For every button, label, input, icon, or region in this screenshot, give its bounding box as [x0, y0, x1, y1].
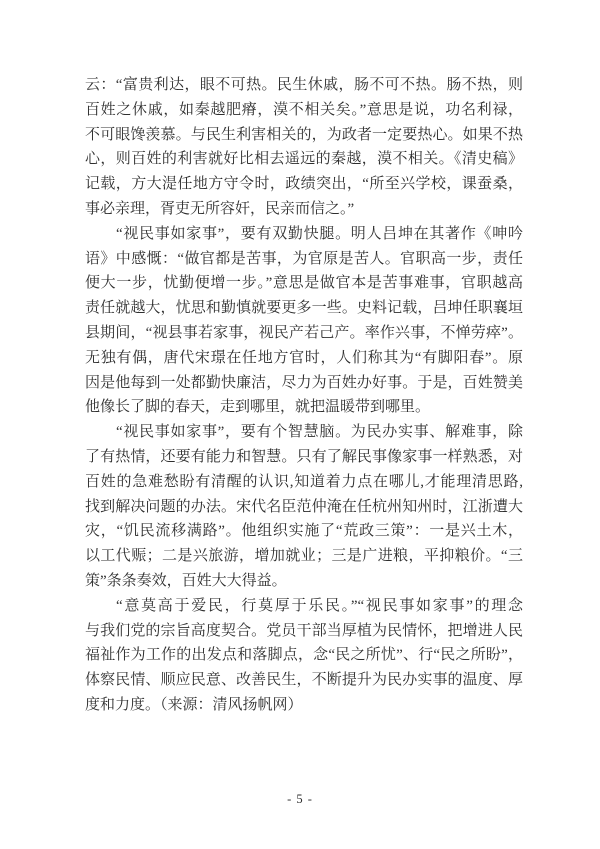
text-line: 福祉作为工作的出发点和落脚点，念“民之所忧”、行“民之所盼”， — [85, 647, 523, 664]
text-line: 因是他每到一处都勤快廉洁，尽力为百姓办好事。于是，百姓赞美 — [85, 374, 523, 391]
text-line: 找到解决问题的办法。宋代名臣范仲淹在任杭州知州时，江浙遭大 — [85, 498, 523, 515]
text-line: 云：“富贵利达，眼不可热。民生休戚，肠不可不热。肠不热，则 — [85, 77, 523, 93]
paragraph — [85, 594, 523, 718]
text-line: “视民事如家事”，要有双勤快腿。明人吕坤在其著作《呻吟 — [116, 225, 523, 242]
text-line: 无独有偶，唐代宋璟在任地方官时，人们称其为“有脚阳春”。原 — [85, 349, 523, 366]
text-line: 他像长了脚的春天，走到哪里，就把温暖带到哪里。 — [85, 399, 431, 416]
text-line: “意莫高于爱民，行莫厚于乐民。”“视民事如家事”的理念 — [116, 597, 523, 614]
text-line: 度和力度。（来源：清风扬帆网） — [85, 696, 303, 713]
text-line: 语》中感慨：“做官都是苦事，为官原是苦人。官职高一步，责任 — [85, 250, 523, 267]
paragraph — [85, 222, 523, 420]
text-line: “视民事如家事”，要有个智慧脑。为民办实事、解难事，除 — [116, 424, 523, 441]
text-line: 体察民情、顺应民意、改善民生，不断提升为民办实事的温度、厚 — [85, 672, 523, 689]
paragraph — [85, 420, 523, 594]
body-text — [85, 73, 523, 718]
text-line: 以工代赈；二是兴旅游，增加就业；三是广进粮，平抑粮价。“三 — [85, 548, 523, 565]
text-line: 心，则百姓的利害就好比相去遥远的秦越，漠不相关。《清史稿》 — [85, 151, 523, 168]
text-line: 不可眼馋羡慕。与民生利害相关的，为政者一定要热心。如果不热 — [85, 126, 523, 143]
text-line: 灾，“饥民流移满路”。他组织实施了“荒政三策”：一是兴土木， — [85, 523, 523, 540]
page-number: - 5 - — [287, 792, 313, 806]
text-line: 百姓之休戚，如秦越肥瘠，漠不相关矣。”意思是说，功名利禄， — [85, 101, 523, 118]
text-line: 记载，方大湜任地方守令时，政绩突出，“所至兴学校，课蚕桑， — [85, 176, 523, 193]
paragraph — [85, 73, 523, 222]
text-line: 百姓的急难愁盼有清醒的认识,知道着力点在哪儿,才能理清思路, — [85, 473, 523, 490]
text-line: 与我们党的宗旨高度契合。党员干部当厚植为民情怀，把增进人民 — [85, 622, 523, 639]
text-line: 了有热情，还要有能力和智慧。只有了解民事像家事一样熟悉，对 — [85, 448, 523, 465]
text-line: 事必亲理，胥吏无所容奸，民亲而信之。” — [85, 200, 355, 217]
text-line: 责任就越大，忧思和勤慎就要更多一些。史料记载，吕坤任职襄垣 — [85, 300, 523, 317]
text-line: 策”条条奏效，百姓大大得益。 — [85, 572, 287, 589]
text-line: 县期间，“视县事若家事，视民产若己产。率作兴事，不惮劳瘁”。 — [85, 324, 523, 341]
text-line: 便大一步，忧勤便增一步。”意思是做官本是苦事难事，官职越高 — [85, 275, 523, 292]
